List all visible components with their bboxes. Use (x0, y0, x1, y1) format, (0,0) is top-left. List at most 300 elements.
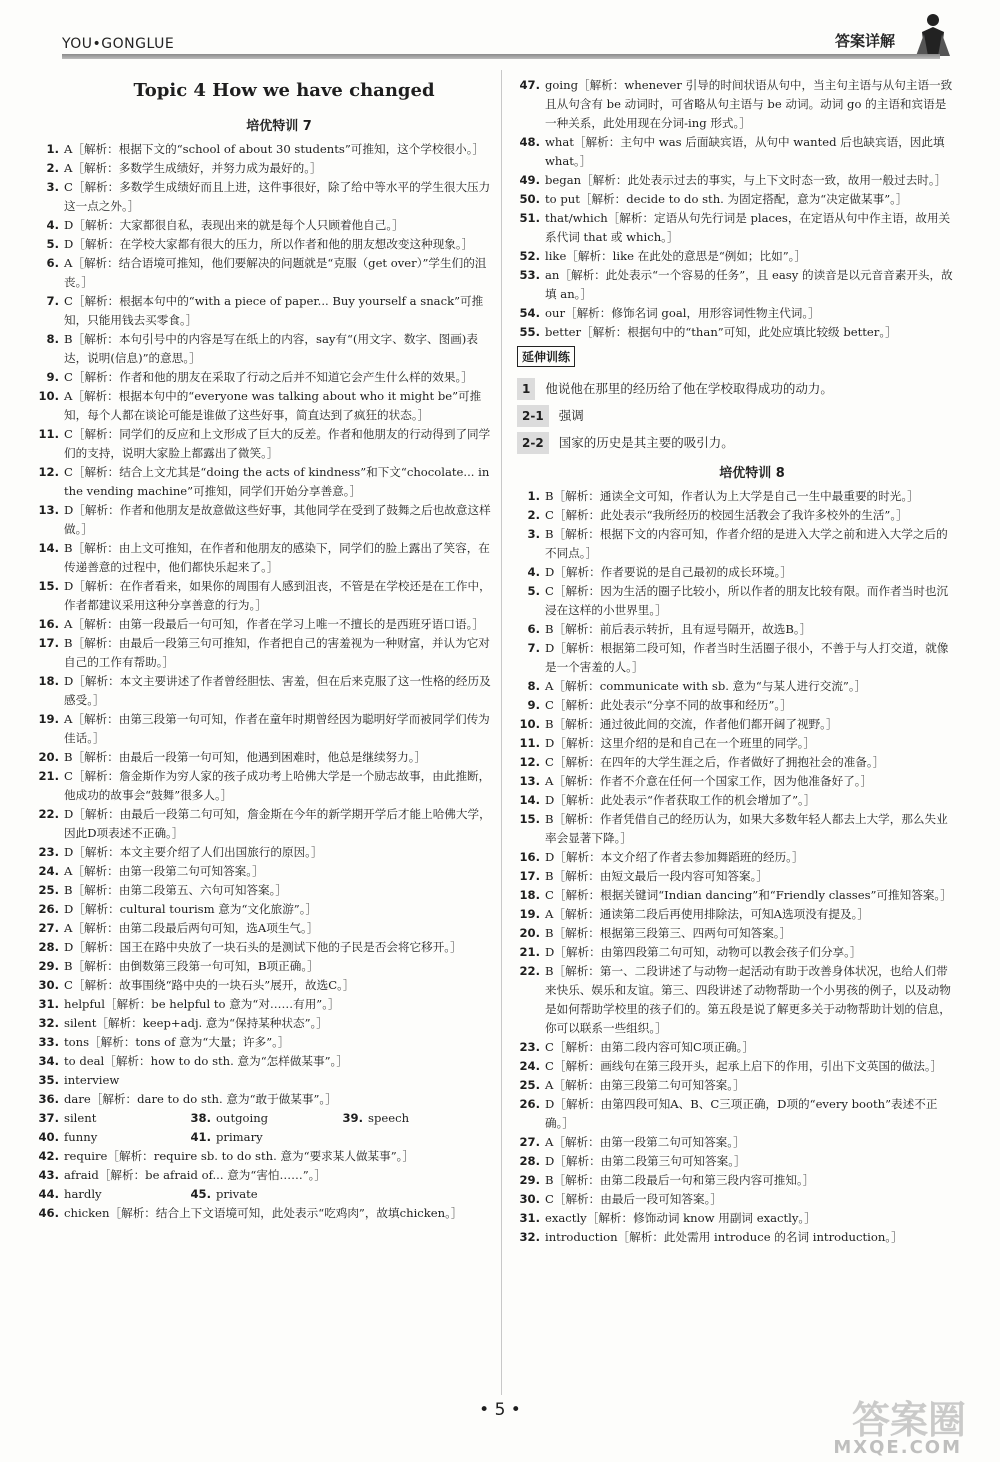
answer-text: to put［解析：decide to do sth. 为固定搭配，意为“决定做某事”。］ (545, 192, 908, 206)
answer-text: C［解析：由第二段内容可知C项正确。］ (545, 1040, 755, 1054)
answer-item (36, 805, 492, 843)
answer-text: introduction［解析：此处需用 introduce 的名词 introduction。］ (545, 1230, 903, 1244)
answer-item (517, 1228, 957, 1247)
answer-item (517, 772, 957, 791)
answer-number (340, 1185, 368, 1204)
answer-text: helpful［解析：be helpful to 意为“对……有用”。］ (64, 997, 340, 1011)
answer-text: silent (64, 1111, 97, 1125)
answer-text: D［解析：本文主要介绍了人们出国旅行的原因。］ (64, 845, 323, 859)
answer-item (517, 943, 957, 962)
answer-item (517, 1057, 957, 1076)
answer-item (36, 330, 492, 368)
answer-number: 32. (38, 1016, 59, 1030)
answer-item (517, 525, 957, 563)
answer-text: B［解析：作者凭借自己的经历认为，如果大多数年轻人都去上大学，那么失业率会显著下降。］ (545, 812, 948, 845)
answer-number: 30. (38, 978, 59, 992)
answer-number: 34. (38, 1054, 59, 1068)
page-header (0, 0, 1000, 60)
answer-number: 28. (38, 940, 59, 954)
short-answer-cell (36, 1109, 188, 1128)
answer-number: 2. (46, 161, 59, 175)
mascot-icon (914, 12, 952, 60)
extension-number: 1 (517, 378, 535, 400)
answer-number: 40. (38, 1130, 59, 1144)
answer-number: 25. (519, 1078, 540, 1092)
answer-item (36, 1204, 492, 1223)
answer-text: our［解析：修饰名词 goal，用形容词性物主代词。］ (545, 306, 820, 320)
answer-number: 21. (519, 945, 540, 959)
answer-number: 7. (527, 641, 540, 655)
answer-number: 28. (519, 1154, 540, 1168)
answer-item (36, 140, 492, 159)
answer-number: 11. (38, 427, 59, 441)
answer-text: B［解析：由上文可推知，在作者和他朋友的感染下，同学们的脸上露出了笑容，在传递善意的过程中，他们都快乐起来了。］ (64, 541, 490, 574)
answer-text: D［解析：cultural tourism 意为“文化旅游”。］ (64, 902, 318, 916)
answer-text: chicken［解析：结合上下文语境可知，此处表示“吃鸡肉”，故填chicken。］ (64, 1206, 463, 1220)
answer-text: outgoing (216, 1111, 269, 1125)
answer-item (517, 791, 957, 810)
short-answer-cell (188, 1128, 340, 1147)
answer-number: 54. (519, 306, 540, 320)
answer-text: C［解析：由最后一段可知答案。］ (545, 1192, 722, 1206)
answer-item (517, 506, 957, 525)
answer-number: 16. (38, 617, 59, 631)
answer-item (517, 905, 957, 924)
answer-number: 8. (527, 679, 540, 693)
answer-number: 3. (527, 527, 540, 541)
answer-item (517, 190, 957, 209)
answer-number: 11. (519, 736, 540, 750)
answer-text: D［解析：由最后一段第二句可知，詹金斯在今年的新学期开学后才能上哈佛大学，因此D项表述不正确。］ (64, 807, 491, 840)
left-answer-list (36, 140, 492, 1109)
answer-text: B［解析：由短文最后一段内容可知答案。］ (545, 869, 769, 883)
answer-number: 35. (38, 1073, 59, 1087)
answer-item (517, 962, 957, 1038)
watermark-logo: 答案圈 (851, 1398, 966, 1442)
answer-number: 14. (38, 541, 59, 555)
short-answer-cell (188, 1185, 340, 1204)
answer-item (517, 734, 957, 753)
short-answer-cell (340, 1185, 492, 1204)
answer-text: B［解析：由第二段最后一句和第三段内容可推知。］ (545, 1173, 815, 1187)
answer-text: C［解析：根据关键词“Indian dancing”和“Friendly classes”可推知答案。］ (545, 888, 952, 902)
short-answer-row (36, 1128, 492, 1147)
answer-number: 31. (519, 1211, 540, 1225)
answer-item (517, 715, 957, 734)
answer-text: B［解析：通过彼此间的交流，作者他们都开阔了视野。］ (545, 717, 838, 731)
answer-text: B［解析：根据下文的内容可知，作者介绍的是进入大学之前和进入大学之后的不同点。］ (545, 527, 948, 560)
answer-text: D［解析：由第四段可知A、B、C三项正确，D项的“every booth”表述不正确。］ (545, 1097, 938, 1130)
answer-number: 55. (519, 325, 540, 339)
answer-item (36, 577, 492, 615)
answer-text: D［解析：在学校大家都有很大的压力，所以作者和他的朋友想改变这种现象。］ (64, 237, 474, 251)
extension-text: 国家的历史是其主要的吸引力。 (558, 435, 734, 450)
answer-item (36, 710, 492, 748)
short-answer-cell (340, 1128, 492, 1147)
answer-item (517, 639, 957, 677)
answer-number: 4. (527, 565, 540, 579)
answer-text: to deal［解析：how to do sth. 意为“怎样做某事”。］ (64, 1054, 348, 1068)
short-answer-cell (36, 1185, 188, 1204)
answer-item (36, 463, 492, 501)
answer-item (36, 1014, 492, 1033)
answer-item (36, 900, 492, 919)
answer-number: 6. (527, 622, 540, 636)
answer-number: 50. (519, 192, 540, 206)
answer-item (36, 615, 492, 634)
answer-number: 49. (519, 173, 540, 187)
answer-number: 5. (46, 237, 59, 251)
answer-number: 38. (190, 1111, 211, 1125)
answer-text: D［解析：本文主要讲述了作者曾经胆怯、害羞，但在后来克服了这一性格的经历及感受。］ (64, 674, 491, 707)
answer-item (517, 563, 957, 582)
answer-item (36, 387, 492, 425)
answer-number: 20. (38, 750, 59, 764)
answer-number: 4. (46, 218, 59, 232)
answer-number: 20. (519, 926, 540, 940)
answer-number: 48. (519, 135, 540, 149)
answer-number: 39. (342, 1111, 363, 1125)
answer-number: 30. (519, 1192, 540, 1206)
answer-number: 24. (38, 864, 59, 878)
answer-item (517, 266, 957, 304)
answer-text: A［解析：根据本句中的“everyone was talking about who it might be”可推知，每个人都在谈论可能是谁做了这些好事，简直达到了疯狂的状态。］ (64, 389, 482, 422)
answer-number: 17. (38, 636, 59, 650)
answer-number: 10. (38, 389, 59, 403)
answer-item (517, 924, 957, 943)
answer-text: C［解析：此处表示“分享不同的故事和经历”。］ (545, 698, 792, 712)
answer-text: that/which［解析：定语从句先行词是 places，在定语从句中作主语，故用关系代词 that 或 which。］ (545, 211, 951, 244)
header-title: 答案详解 (835, 32, 896, 50)
answer-number: 23. (519, 1040, 540, 1054)
answer-item (36, 539, 492, 577)
answer-item (36, 843, 492, 862)
brand-label: YOU•GONGLUE (62, 36, 175, 52)
answer-text: A［解析：通读第二段后再使用排除法，可知A选项没有提及。］ (545, 907, 869, 921)
answer-item (517, 171, 957, 190)
answer-text: speech (368, 1111, 410, 1125)
answer-text: afraid［解析：be afraid of... 意为“害怕……”。］ (64, 1168, 327, 1182)
answer-number: 21. (38, 769, 59, 783)
answer-item (517, 323, 957, 342)
answer-text: D［解析：大家都很自私，表现出来的就是每个人只顾着他自己。］ (64, 218, 404, 232)
answer-item (36, 1166, 492, 1185)
answer-item (36, 976, 492, 995)
answer-item (36, 501, 492, 539)
answer-text: A［解析：由第一段最后一句可知，作者在学习上唯一不擅长的是西班牙语口语。］ (64, 617, 484, 631)
answer-text: D［解析：作者和他朋友是故意做这些好事，其他同学在受到了鼓舞之后也故意这样做。］ (64, 503, 491, 536)
answer-number: 36. (38, 1092, 59, 1106)
short-answer-cell (340, 1109, 492, 1128)
answer-text: D［解析：在作者看来，如果你的周围有人感到沮丧，不管是在学校还是在工作中，作者都建议采用这种分享善意的行为。］ (64, 579, 491, 612)
answer-item (517, 487, 957, 506)
answer-item (517, 677, 957, 696)
answer-text: D［解析：此处表示“作者获取工作的机会增加了”。］ (545, 793, 816, 807)
answer-text: A［解析：结合语境可推知，他们要解决的问题就是“克服（get over）”学生们的沮丧。］ (64, 256, 487, 289)
answer-text: B［解析：本句引号中的内容是写在纸上的内容，say有“(用文字、数字、图画)表达，说明(信息)”的意思。］ (64, 332, 478, 365)
answer-number: 2. (527, 508, 540, 522)
short-answer-cell (36, 1128, 188, 1147)
extension-text: 强调 (558, 408, 584, 423)
answer-text: B［解析：第一、二段讲述了与动物一起活动有助于改善身体状况，也给人们带来快乐、娱乐和友谊。第三、四段讲述了动物帮助一个小男孩的例子，以及动物是如何帮助学校里的孩子们的。第五段是说了解更多关于动物帮助计划的信息，你可以联系一些组织。］ (545, 964, 951, 1035)
answer-item (36, 292, 492, 330)
answer-item (517, 1171, 957, 1190)
answer-text: C［解析：作者和他的朋友在采取了行动之后并不知道它会产生什么样的效果。］ (64, 370, 473, 384)
answer-item (517, 1133, 957, 1152)
extension-item (517, 378, 957, 400)
extension-list (517, 378, 957, 454)
answer-item (517, 304, 957, 323)
short-answer-row (36, 1109, 492, 1128)
answer-text: A［解析：由第一段第二句可知答案。］ (545, 1135, 745, 1149)
answer-item (517, 753, 957, 772)
answer-item (36, 919, 492, 938)
answer-number: 45. (190, 1187, 211, 1201)
answer-number: 19. (38, 712, 59, 726)
answer-number: 12. (38, 465, 59, 479)
extension-number: 2-2 (517, 432, 549, 454)
answer-text: B［解析：前后表示转折，且有逗号隔开，故选B。］ (545, 622, 812, 636)
answer-text: B［解析：由最后一段第三句可推知，作者把自己的害羞视为一种财富，并认为它对自己的工作有帮助。］ (64, 636, 490, 669)
answer-item (517, 810, 957, 848)
answer-text: dare［解析：dare to do sth. 意为“敢于做某事”。］ (64, 1092, 337, 1106)
page-number: • 5 • (479, 1400, 521, 1420)
answer-item (517, 1095, 957, 1133)
left-column (36, 76, 492, 1223)
answer-text: C［解析：此处表示“我所经历的校园生活教会了我许多校外的生活”。］ (545, 508, 908, 522)
answer-text: D［解析：作者要说的是自己最初的成长环境。］ (545, 565, 792, 579)
answer-number: 29. (519, 1173, 540, 1187)
answer-number: 5. (527, 584, 540, 598)
answer-item (36, 235, 492, 254)
answer-text: A［解析：由第二段最后两句可知，选A项生气。］ (64, 921, 319, 935)
answer-number: 33. (38, 1035, 59, 1049)
answer-text: tons［解析：tons of 意为“大量；许多”。］ (64, 1035, 290, 1049)
answer-number: 44. (38, 1187, 59, 1201)
answer-text: like［解析：like 在此处的意思是“例如；比如”。］ (545, 249, 807, 263)
section-7-title: 培优特训 7 (246, 119, 312, 134)
answer-number: 8. (46, 332, 59, 346)
answer-text: C［解析：在四年的大学生涯之后，作者做好了拥抱社会的准备。］ (545, 755, 885, 769)
answer-number: 26. (519, 1097, 540, 1111)
answer-item (517, 886, 957, 905)
answer-item (36, 957, 492, 976)
answer-number: 23. (38, 845, 59, 859)
answer-text: going［解析：whenever 引导的时间状语从句中，当主句主语与从句主语一致且从句含有 be 动词时，可省略从句主语与 be 动词。动词 go 的主语和宾语是一种关系，此处用现在分词-ing 形式。］ (545, 78, 953, 130)
column-divider (501, 70, 502, 1395)
answer-item (517, 1190, 957, 1209)
answer-number: 41. (190, 1130, 211, 1144)
answer-item (517, 867, 957, 886)
answer-text: C［解析：故事围绕“路中央的一块石头”展开，故选C。］ (64, 978, 355, 992)
answer-number: 26. (38, 902, 59, 916)
answer-number: 18. (519, 888, 540, 902)
answer-text: began［解析：此处表示过去的事实，与上下文时态一致，故用一般过去时。］ (545, 173, 947, 187)
left-short-answers-tail (36, 1185, 492, 1204)
answer-number: 31. (38, 997, 59, 1011)
answer-item (36, 862, 492, 881)
answer-text: D［解析：本文介绍了作者去参加舞蹈班的经历。］ (545, 850, 804, 864)
watermark-url: MXQE.COM (833, 1437, 962, 1458)
answer-number: 24. (519, 1059, 540, 1073)
answer-item (517, 1038, 957, 1057)
answer-number: 46. (38, 1206, 59, 1220)
answer-text: funny (64, 1130, 98, 1144)
extension-item (517, 432, 957, 454)
answer-text: A［解析：作者不介意在任何一个国家工作，因为他准备好了。］ (545, 774, 873, 788)
answer-item (36, 1071, 492, 1090)
answer-number: 18. (38, 674, 59, 688)
extension-item (517, 405, 957, 427)
answer-text: C［解析：根据本句中的“with a piece of paper... Buy yourself a snack”可推知，只能用钱去买零食。］ (64, 294, 484, 327)
answer-number: 16. (519, 850, 540, 864)
answer-text: require［解析：require sb. to do sth. 意为“要求某人做某事”。］ (64, 1149, 415, 1163)
answer-text: B［解析：由倒数第三段第一句可知，B项正确。］ (64, 959, 319, 973)
left-answer-list-end (36, 1204, 492, 1223)
answer-number: 19. (519, 907, 540, 921)
answer-item (36, 159, 492, 178)
answer-item (517, 209, 957, 247)
answer-item (36, 881, 492, 900)
answer-text: A［解析：由第三段第一句可知，作者在童年时期曾经因为聪明好学而被同学们传为佳话。］ (64, 712, 490, 745)
right-answer-list-top (517, 76, 957, 342)
answer-item (517, 1152, 957, 1171)
header-rule (62, 54, 940, 59)
answer-number: 27. (38, 921, 59, 935)
answer-number: 29. (38, 959, 59, 973)
answer-text: C［解析：詹金斯作为穷人家的孩子成功考上哈佛大学是一个励志故事，由此推断，他成功的故事会“鼓舞”很多人。］ (64, 769, 491, 802)
answer-item (517, 848, 957, 867)
answer-text: private (216, 1187, 258, 1201)
topic-title: Topic 4 How we have changed (133, 80, 435, 101)
extension-text: 他说他在那里的经历给了他在学校取得成功的动力。 (545, 381, 833, 396)
answer-number: 37. (38, 1111, 59, 1125)
answer-number: 25. (38, 883, 59, 897)
answer-number: 27. (519, 1135, 540, 1149)
answer-text: interview (64, 1073, 120, 1087)
answer-text: C［解析：画线句在第三段开头，起承上启下的作用，引出下文英国的做法。］ (545, 1059, 943, 1073)
answer-text: D［解析：由第二段第三句可知答案。］ (545, 1154, 746, 1168)
answer-text: what［解析：主句中 was 后面缺宾语，从句中 wanted 后也缺宾语，因此填 what。］ (545, 135, 945, 168)
answer-number: 9. (527, 698, 540, 712)
answer-number: 7. (46, 294, 59, 308)
extension-number: 2-1 (517, 405, 549, 427)
answer-text: D［解析：根据第二段可知，作者当时生活圈子很小，不善于与人打交道，就像是一个害羞的人。］ (545, 641, 949, 674)
answer-text: C［解析：同学们的反应和上文形成了巨大的反差。作者和他朋友的行动得到了同学们的支持，说明大家脸上都露出了微笑。］ (64, 427, 491, 460)
answer-text: B［解析：由最后一段第一句可知，他遇到困难时，他总是继续努力。］ (64, 750, 427, 764)
answer-number: 17. (519, 869, 540, 883)
answer-number: 6. (46, 256, 59, 270)
answer-item (36, 425, 492, 463)
answer-text: C［解析：结合上文尤其是“doing the acts of kindness”和下文“chocolate... in the vending machine”可推知，同学们开始分享善意。］ (64, 465, 490, 498)
answer-text: A［解析：由第一段第二句可知答案。］ (64, 864, 264, 878)
answer-number: 13. (38, 503, 59, 517)
answer-text: D［解析：这里介绍的是和自己在一个班里的同学。］ (545, 736, 816, 750)
answer-text: A［解析：communicate with sb. 意为“与某人进行交流”。］ (545, 679, 867, 693)
answer-text: better［解析：根据句中的“than”可知，此处应填比较级 better。］ (545, 325, 897, 339)
answer-item (517, 1076, 957, 1095)
answer-number: 9. (46, 370, 59, 384)
answer-item (36, 254, 492, 292)
answer-text: silent［解析：keep+adj. 意为“保持某种状态”。］ (64, 1016, 328, 1030)
answer-text: C［解析：多数学生成绩好而且上进，这件事很好，除了给中等水平的学生很大压力这一点之外。］ (64, 180, 491, 213)
answer-text: primary (216, 1130, 263, 1144)
answer-number: 13. (519, 774, 540, 788)
answer-text: B［解析：通读全文可知，作者认为上大学是自己一生中最重要的时光。］ (545, 489, 919, 503)
answer-number: 51. (519, 211, 540, 225)
answer-item (36, 1052, 492, 1071)
answer-item (517, 247, 957, 266)
answer-number: 1. (527, 489, 540, 503)
answer-number: 3. (46, 180, 59, 194)
short-answer-row (36, 1185, 492, 1204)
answer-number: 32. (519, 1230, 540, 1244)
answer-text: D［解析：由第四段第二句可知，动物可以教会孩子们分享。］ (545, 945, 862, 959)
answer-item (36, 938, 492, 957)
answer-item (36, 634, 492, 672)
answer-number: 12. (519, 755, 540, 769)
answer-item (36, 1147, 492, 1166)
answer-number (340, 1128, 368, 1147)
answer-item (517, 620, 957, 639)
answer-item (517, 133, 957, 171)
answer-text: B［解析：由第二段第五、六句可知答案。］ (64, 883, 288, 897)
left-answer-list-tail (36, 1147, 492, 1185)
answer-item (36, 748, 492, 767)
answer-number: 15. (38, 579, 59, 593)
answer-number: 52. (519, 249, 540, 263)
answer-number: 22. (519, 964, 540, 978)
answer-number: 47. (519, 78, 540, 92)
answer-number: 53. (519, 268, 540, 282)
answer-number: 43. (38, 1168, 59, 1182)
answer-text: B［解析：根据第三段第三、四两句可知答案。］ (545, 926, 792, 940)
answer-text: A［解析：多数学生成绩好，并努力成为最好的。］ (64, 161, 322, 175)
answer-text: A［解析：根据下文的“school of about 30 students”可推知，这个学校很小。］ (64, 142, 485, 156)
answer-item (36, 672, 492, 710)
answer-item (36, 1033, 492, 1052)
left-short-answers (36, 1109, 492, 1147)
answer-number: 22. (38, 807, 59, 821)
answer-number: 10. (519, 717, 540, 731)
answer-text: hardly (64, 1187, 102, 1201)
answer-item (36, 368, 492, 387)
answer-item (517, 696, 957, 715)
answer-item (36, 995, 492, 1014)
answer-text: exactly［解析：修饰动词 know 用副词 exactly。］ (545, 1211, 816, 1225)
answer-text: C［解析：因为生活的圈子比较小，所以作者的朋友比较有限。而作者当时也沉浸在这样的小世界里。］ (545, 584, 949, 617)
answer-number: 42. (38, 1149, 59, 1163)
answer-item (36, 178, 492, 216)
section-8-title: 培优特训 8 (719, 466, 785, 481)
extension-title: 延伸训练 (517, 346, 575, 367)
answer-item (36, 767, 492, 805)
answer-item (517, 76, 957, 133)
answer-item (517, 1209, 957, 1228)
answer-text: A［解析：由第三段第二句可知答案。］ (545, 1078, 745, 1092)
answer-text: D［解析：国王在路中央放了一块石头的是测试下他的子民是否会将它移开。］ (64, 940, 462, 954)
right-column (517, 76, 957, 1247)
answer-text: an［解析：此处表示“一个容易的任务”，且 easy 的读音是以元音音素开头，故填 an。］ (545, 268, 953, 301)
answer-item (36, 1090, 492, 1109)
answer-item (36, 216, 492, 235)
answer-number: 15. (519, 812, 540, 826)
answer-number: 14. (519, 793, 540, 807)
right-answer-list-bottom (517, 487, 957, 1247)
answer-number: 1. (46, 142, 59, 156)
short-answer-cell (188, 1109, 340, 1128)
answer-item (517, 582, 957, 620)
